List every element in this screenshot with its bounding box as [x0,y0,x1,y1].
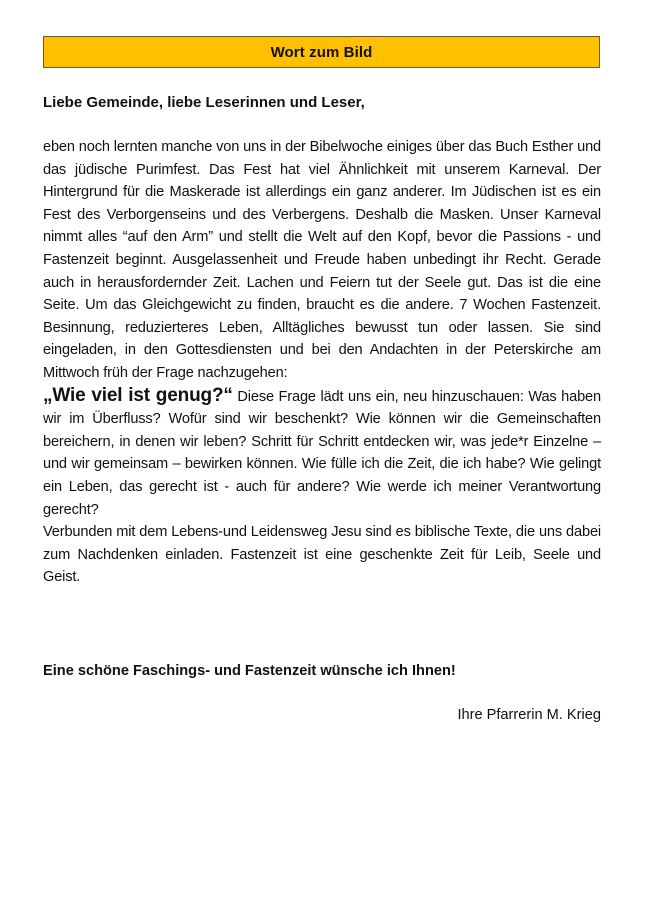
closing-greeting: Eine schöne Faschings- und Fastenzeit wünsche ich Ihnen! [43,663,456,679]
paragraph-2: Verbunden mit dem Lebens-und Leidensweg Jesu sind es biblische Texte, die uns dabei zum Nachdenken einladen. Fastenzeit ist eine geschenkte Zeit für Leib, Seele und Geist. [43,524,601,586]
signature: Ihre Pfarrerin M. Krieg [457,707,601,723]
header-banner [43,36,600,68]
paragraph-1-intro: eben noch lernten manche von uns in der Bibelwoche einiges über das Buch Esther und das jüdische Purimfest. Das Fest hat viel Ähnlichkeit mit unserem Karneval. Der Hintergrund für die Maskerade ist allerdings ein ganz anderer. Im Jüdischen ist es ein Fest des Verborgenseins und des Verbergens. Deshalb die Masken. Unser Karneval nimmt alles “auf den Arm” und stellt die Welt auf den Kopf, bevor die Passions - und Fastenzeit beginnt. Ausgelassenheit und Freude haben unbedingt ihr Recht. Gerade auch in herausfordernder Zeit. Lachen und Feiern tut der Seele gut. Das ist die eine Seite. Um das Gleichgewicht zu finden, braucht es die andere. 7 Wochen Fastenzeit. Besinnung, reduzierteres Leben, Alltägliches bewusst tun oder lassen. Sie sind eingeladen, in den Gottesdiensten und bei den Andachten in der Peterskirche am Mittwoch früh der Frage nachzugehen: [43,139,601,381]
key-question: „Wie viel ist genug?“ [43,384,233,406]
salutation: Liebe Gemeinde, liebe Leserinnen und Leser, [43,94,365,111]
paragraph-1-continuation: Diese Frage lädt uns ein, neu hinzuschauen: Was haben wir im Überfluss? Wofür sind wir beschenkt? Wie können wir die Gemeinschaften bereichern, in denen wir leben? Schritt für Schritt entdecken wir, was jede*r Einzelne – und wir gemeinsam – bewirken können. Wie fülle ich die Zeit, die ich habe? Wie gelingt ein Leben, das gerecht ist - auch für andere? Wie werde ich meiner Verantwortung gerecht? [43,388,601,518]
paragraph-1 [43,136,601,521]
letter-body [43,136,601,589]
page-title: Wort zum Bild [270,43,373,61]
